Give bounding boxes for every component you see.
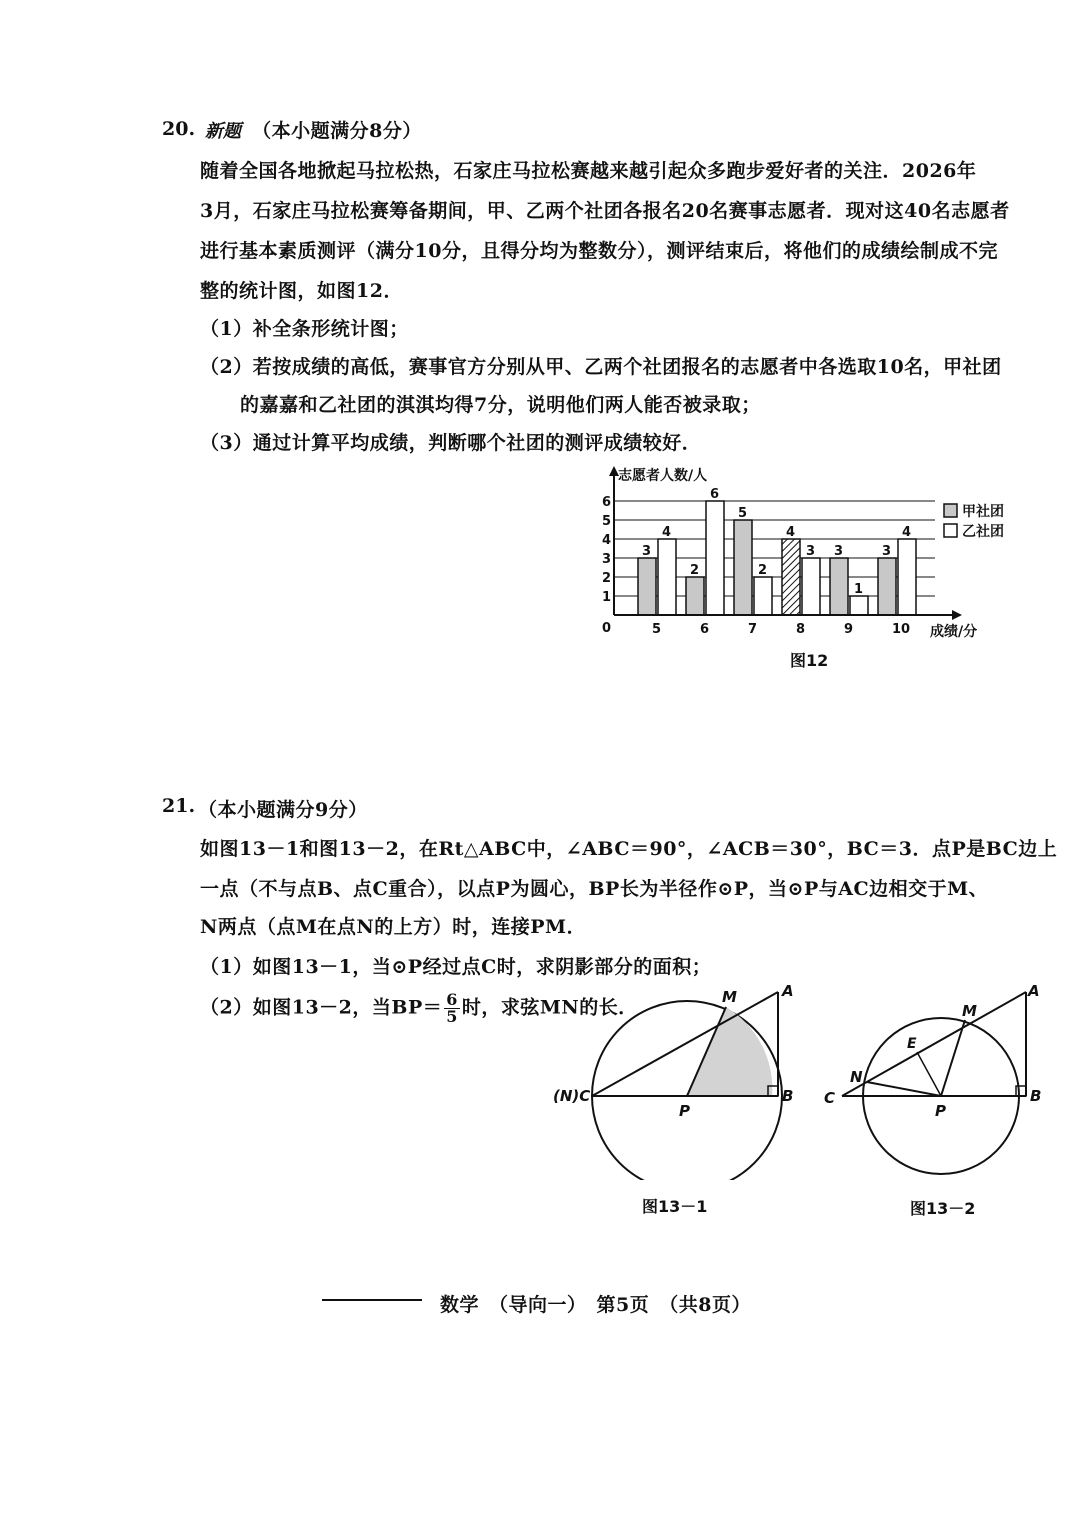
label-n: N (850, 1068, 863, 1086)
figure-12-caption: 图12 (790, 651, 829, 670)
label-m: M (962, 1002, 977, 1020)
bar-label-jia-8: 4 (786, 525, 796, 540)
x-tick-5: 5 (652, 622, 662, 637)
shaded-region (687, 1007, 772, 1096)
q20-line-1: 随着全国各地掀起马拉松热，石家庄马拉松赛越来越引起众多跑步爱好者的关注．2026年 (200, 160, 977, 182)
fraction-denominator: 5 (446, 1007, 458, 1026)
new-question-stamp: 新题 (205, 121, 241, 142)
bar-jia-7 (734, 520, 752, 615)
bar-label-jia-5: 3 (642, 544, 652, 559)
label-c: (N)C (553, 1087, 591, 1105)
q20-item-1: （1）补全条形统计图； (200, 318, 409, 340)
footer-rule (322, 1299, 422, 1301)
y-tick-1: 1 (602, 590, 612, 605)
bar-label-yi-8: 3 (806, 544, 816, 559)
bar-label-yi-10: 4 (902, 525, 912, 540)
bar-jia-10 (878, 558, 896, 615)
chart-legend (944, 503, 1004, 540)
bar-label-yi-6: 6 (710, 487, 720, 502)
bar-yi-9 (850, 596, 868, 615)
label-p: P (679, 1102, 690, 1120)
q21-number: 21. (162, 795, 196, 817)
bar-label-jia-6: 2 (690, 563, 700, 578)
q20-line-2: 3月，石家庄马拉松赛筹备期间，甲、乙两个社团各报名20名赛事志愿者．现对这40名志愿者 (200, 200, 1010, 222)
q21-line-1: 如图13－1和图13－2，在Rt△ABC中，∠ABC＝90°，∠ACB＝30°，BC＝3．点P是BC边上 (200, 838, 1058, 860)
y-tick-3: 3 (602, 552, 612, 567)
bar-yi-7 (754, 577, 772, 615)
bar-label-yi-9: 1 (854, 582, 864, 597)
label-m: M (722, 988, 737, 1006)
line-pe (917, 1052, 941, 1096)
bar-label-jia-9: 3 (834, 544, 844, 559)
q20-item-2-cont: 的嘉嘉和乙社团的淇淇均得7分，说明他们两人能否被录取； (240, 394, 761, 416)
bar-label-yi-5: 4 (662, 525, 672, 540)
bar-yi-5 (658, 539, 676, 615)
label-a: A (782, 982, 794, 1000)
q20-line-4: 整的统计图，如图12． (200, 280, 403, 302)
x-tick-9: 9 (844, 622, 854, 637)
origin-label: 0 (602, 621, 612, 636)
bar-jia-8 (782, 539, 800, 615)
legend-swatch-yi (944, 524, 957, 537)
q21-item-1: （1）如图13－1，当⊙P经过点C时，求阴影部分的面积； (200, 956, 712, 978)
x-axis-title: 成绩/分 (930, 624, 978, 640)
q20-item-3: （3）通过计算平均成绩，判断哪个社团的测评成绩较好． (200, 432, 702, 454)
q21-line-3: N两点（点M在点N的上方）时，连接PM． (200, 916, 587, 938)
x-tick-7: 7 (748, 622, 758, 637)
bar-yi-10 (898, 539, 916, 615)
legend-label-jia: 甲社团 (962, 504, 1004, 520)
label-c: C (824, 1089, 836, 1107)
right-angle-mark-b (1016, 1086, 1026, 1096)
label-b: B (1030, 1087, 1042, 1105)
label-e: E (907, 1036, 917, 1052)
legend-swatch-jia (944, 504, 957, 517)
bar-chart-figure-12 (590, 460, 1030, 650)
x-tick-6: 6 (700, 622, 710, 637)
bar-jia-6 (686, 577, 704, 615)
figure-13-2-caption: 图13－2 (910, 1199, 976, 1218)
line-pn (867, 1082, 941, 1096)
q21-line-2: 一点（不与点B、点C重合），以点P为圆心，BP长为半径作⊙P，当⊙P与AC边相交于M、 (200, 878, 989, 900)
page-footer: 数学 （导向一） 第5页 （共8页） (440, 1294, 751, 1316)
figure-13-1-caption: 图13－1 (642, 1197, 708, 1216)
fraction-numerator: 6 (446, 990, 458, 1009)
q20-score: （本小题满分8分） (252, 120, 422, 142)
label-a: A (1028, 982, 1040, 1000)
q20-header (205, 116, 422, 143)
x-axis-arrow (952, 610, 962, 620)
bar-label-jia-7: 5 (738, 506, 748, 521)
y-tick-2: 2 (602, 571, 612, 586)
y-tick-5: 5 (602, 514, 612, 529)
q21-score: （本小题满分9分） (198, 799, 368, 821)
legend-label-yi: 乙社团 (962, 524, 1004, 540)
x-tick-8: 8 (796, 622, 806, 637)
label-b: B (782, 1087, 794, 1105)
q20-item-2: （2）若按成绩的高低，赛事官方分别从甲、乙两个社团报名的志愿者中各选取10名，甲社团 (200, 356, 1002, 378)
line-pm (941, 1020, 965, 1096)
q21-item-2-suffix: 时，求弦MN的长． (461, 996, 638, 1019)
q20-line-3: 进行基本素质测评（满分10分，且得分均为整数分），测评结束后，将他们的成绩绘制成不完 (200, 240, 998, 262)
bar-yi-8 (802, 558, 820, 615)
geometry-figure-13-2 (820, 980, 1050, 1180)
bar-jia-9 (830, 558, 848, 615)
bar-label-jia-10: 3 (882, 544, 892, 559)
geometry-figure-13-1 (550, 980, 810, 1180)
bar-yi-6 (706, 501, 724, 615)
y-axis-title: 志愿者人数/人 (618, 468, 708, 484)
y-tick-6: 6 (602, 495, 612, 510)
q20-number: 20. (162, 118, 196, 140)
y-tick-4: 4 (602, 533, 612, 548)
bar-label-yi-7: 2 (758, 563, 768, 578)
label-p: P (935, 1102, 946, 1120)
x-tick-10: 10 (892, 622, 911, 637)
bar-jia-5 (638, 558, 656, 615)
fraction-6-5 (444, 992, 460, 1025)
q21-item-2-prefix: （2）如图13－2，当BP＝ (200, 996, 443, 1019)
